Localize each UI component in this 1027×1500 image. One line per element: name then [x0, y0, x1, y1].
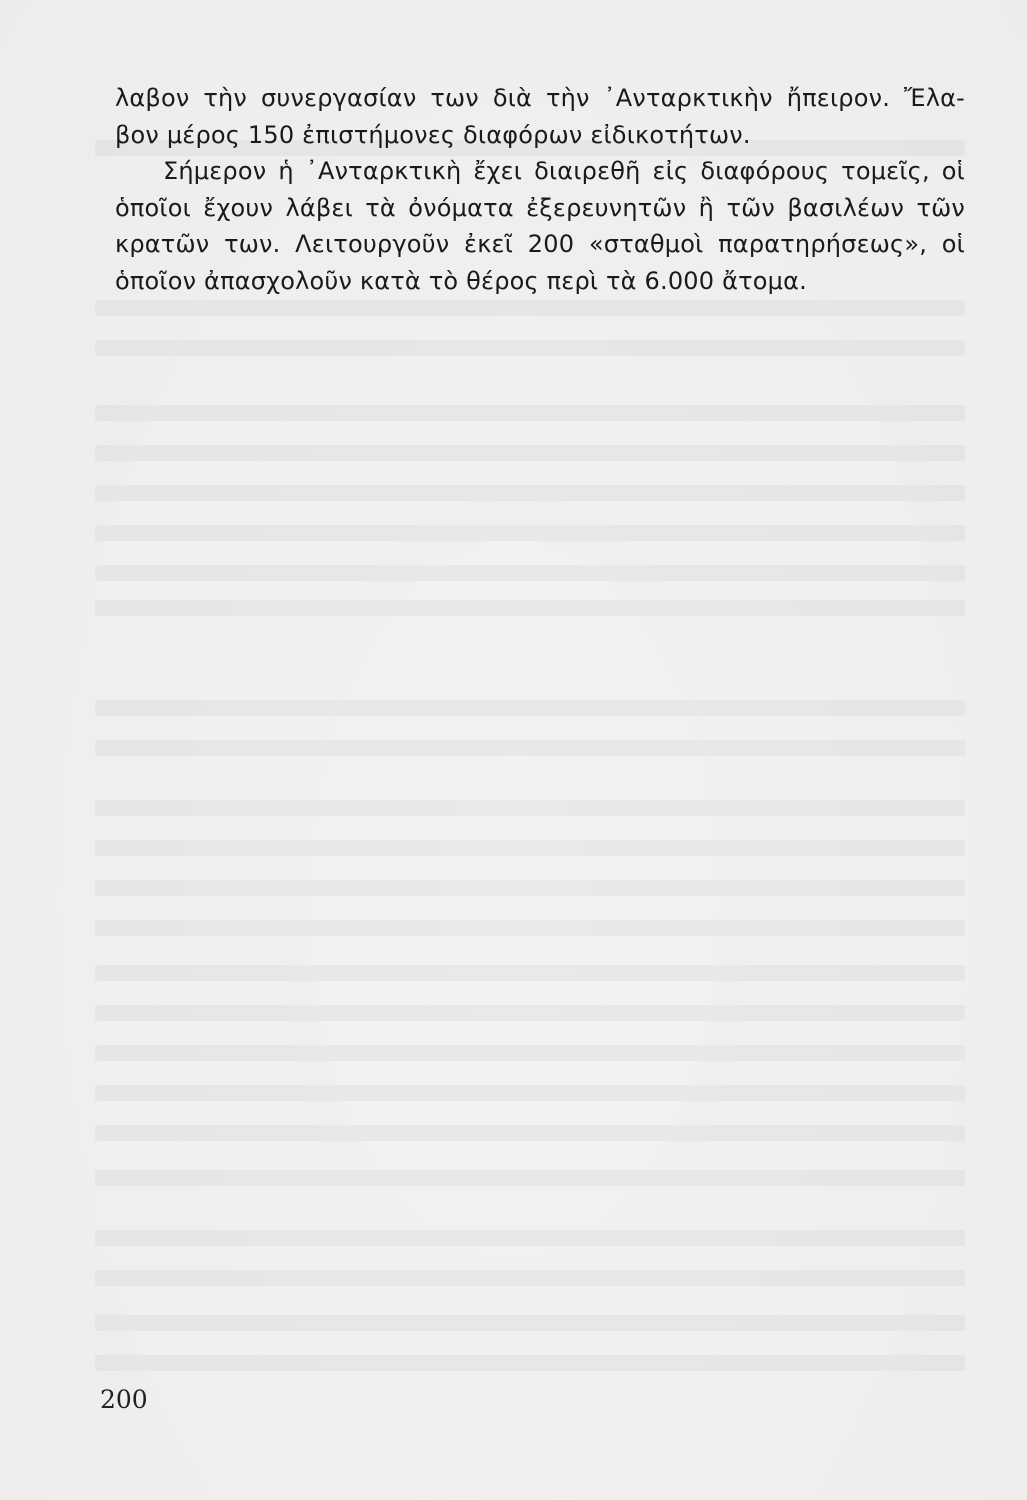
bleed-through — [95, 1005, 965, 1021]
text-line: λαβον τὴν συνεργασίαν των διὰ τὴν ᾽Ανταρκτικὴν ἤπειρον. Ἔλα- — [115, 84, 965, 112]
bleed-through — [95, 405, 965, 421]
bleed-through — [95, 1315, 965, 1331]
bleed-through — [95, 485, 965, 501]
bleed-through — [95, 1355, 965, 1371]
bleed-through — [95, 1170, 965, 1186]
bleed-through — [95, 965, 965, 981]
bleed-through — [95, 445, 965, 461]
bleed-through — [95, 340, 965, 356]
text-line: ὁποῖον ἀπασχολοῦν κατὰ τὸ θέρος περὶ τὰ 6.000 ἄτομα. — [115, 266, 807, 295]
bleed-through — [95, 300, 965, 316]
bleed-through — [95, 1045, 965, 1061]
text-line: κρατῶν των. Λειτουργοῦν ἐκεῖ 200 «σταθμοὶ παρατηρήσεως», οἱ — [115, 230, 965, 258]
bleed-through — [95, 740, 965, 756]
text-line: βον μέρος 150 ἐπιστήμονες διαφόρων εἰδικοτήτων. — [115, 120, 751, 149]
bleed-through — [95, 1270, 965, 1286]
bleed-through — [95, 525, 965, 541]
bleed-through — [95, 565, 965, 581]
bleed-through — [95, 920, 965, 936]
bleed-through — [95, 800, 965, 816]
text-line: Σήμερον ἡ ᾽Ανταρκτικὴ ἔχει διαιρεθῆ εἰς διαφόρους τομεῖς, οἱ — [163, 157, 965, 185]
bleed-through — [95, 1230, 965, 1246]
bleed-through — [95, 1085, 965, 1101]
bleed-through — [95, 1125, 965, 1141]
page-number: 200 — [100, 1385, 148, 1414]
bleed-through — [95, 700, 965, 716]
bleed-through — [95, 840, 965, 856]
body-text — [115, 80, 965, 299]
bleed-through — [95, 600, 965, 616]
bleed-through — [95, 880, 965, 896]
text-line: ὁποῖοι ἔχουν λάβει τὰ ὀνόματα ἐξερευνητῶν ἢ τῶν βασιλέων τῶν — [115, 193, 965, 222]
